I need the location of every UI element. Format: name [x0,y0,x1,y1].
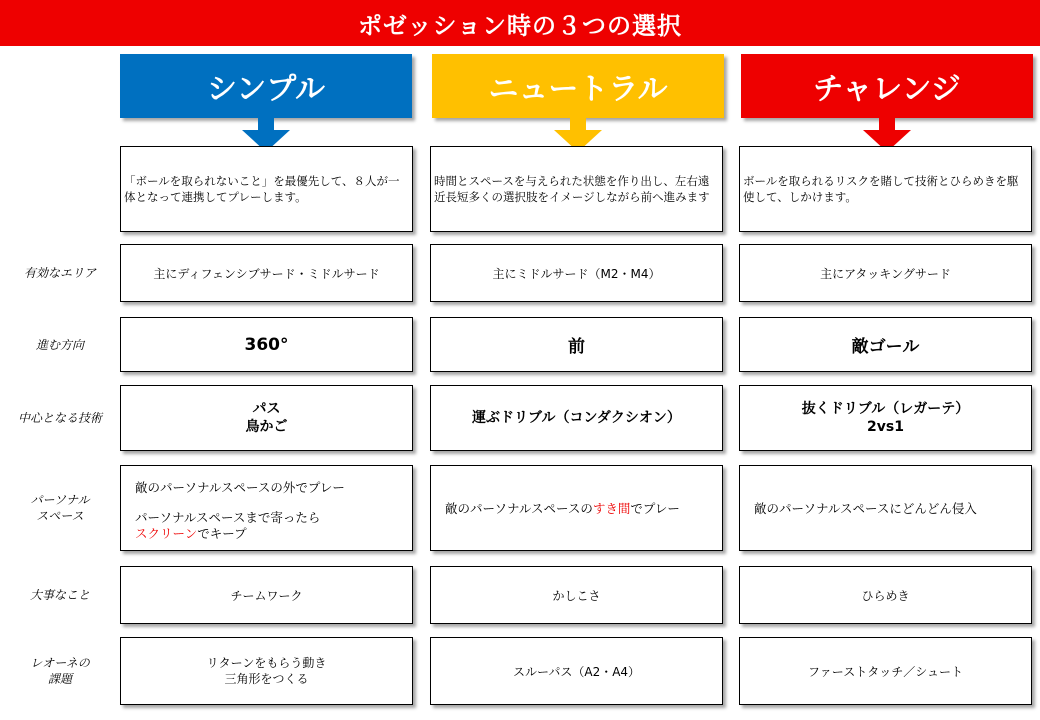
row-label-important: 大事なこと [29,588,90,602]
description-text: 「ボールを取られないこと」を最優先して、８人が一体となって連携してプレーします。 [124,174,400,204]
cell-task-challenge: ファーストタッチ／シュート [739,637,1032,705]
row-label-skill: 中心となる技術 [17,411,102,425]
cell-area-challenge: 主にアタッキングサード [739,244,1032,302]
cell-direction-neutral: 前 [430,317,723,372]
cell-skill-challenge [739,385,1032,451]
row-label-personal-space [0,465,120,551]
skill-line: 2vs1 [867,419,904,435]
cell-task-neutral: スルーパス（A2・A4） [430,637,723,705]
personal-line: パーソナルスペースまで寄ったら [135,510,321,525]
cell-skill-neutral: 運ぶドリブル（コンダクシオン） [430,385,723,451]
row-label-direction: 進む方向 [35,337,84,352]
description-challenge [739,146,1032,232]
skill-line: 抜くドリブル（レガーテ） [801,401,970,417]
row-label-task [0,637,120,705]
description-simple [120,146,413,232]
task-line: リターンをもらう動き [206,656,327,670]
highlight-text: すき間 [592,501,631,516]
cell-important-neutral: かしこさ [430,566,723,624]
cell-important-simple: チームワーク [120,566,413,624]
row-label-line: パーソナル [30,493,90,507]
skill-line: パス [252,401,281,417]
personal-text: 敵のパーソナルスペースの [445,501,593,516]
column-header-neutral: ニュートラル [432,54,724,118]
highlight-text: スクリーン [135,526,198,541]
description-text: 時間とスペースを与えられた状態を作り出し、左右遠近長短多くの選択肢をイメージしながら前へ進みます [434,174,710,204]
column-header-challenge: チャレンジ [741,54,1033,118]
column-header-simple: シンプル [120,54,412,118]
personal-line [445,499,680,517]
cell-personal-challenge: 敵のパーソナルスペースにどんどん侵入 [739,465,1032,551]
cell-direction-simple: 360° [120,317,413,372]
cell-skill-simple [120,385,413,451]
personal-line: 敵のパーソナルスペースの外でプレー [135,480,345,495]
row-label-area: 有効なエリア [23,266,96,280]
description-text: ボールを取られるリスクを賭して技術とひらめきを駆使して、しかけます。 [743,174,1019,204]
row-label-line: 課題 [47,672,72,686]
cell-task-simple [120,637,413,705]
cell-personal-simple [120,465,413,551]
description-neutral [430,146,723,232]
row-label-line: レオーネの [30,656,90,670]
cell-direction-challenge: 敵ゴール [739,317,1032,372]
row-label-line: スペース [36,509,84,523]
cell-personal-neutral [430,465,723,551]
skill-line: 鳥かご [245,419,288,435]
personal-text: でプレー [630,501,680,516]
cell-important-challenge: ひらめき [739,566,1032,624]
page-title: ポゼッション時の３つの選択 [0,0,1040,46]
personal-line [135,526,345,542]
task-line: 三角形をつくる [224,672,309,686]
cell-area-simple: 主にディフェンシブサード・ミドルサード [120,244,413,302]
cell-area-neutral: 主にミドルサード（M2・M4） [430,244,723,302]
personal-text: でキープ [197,526,247,541]
